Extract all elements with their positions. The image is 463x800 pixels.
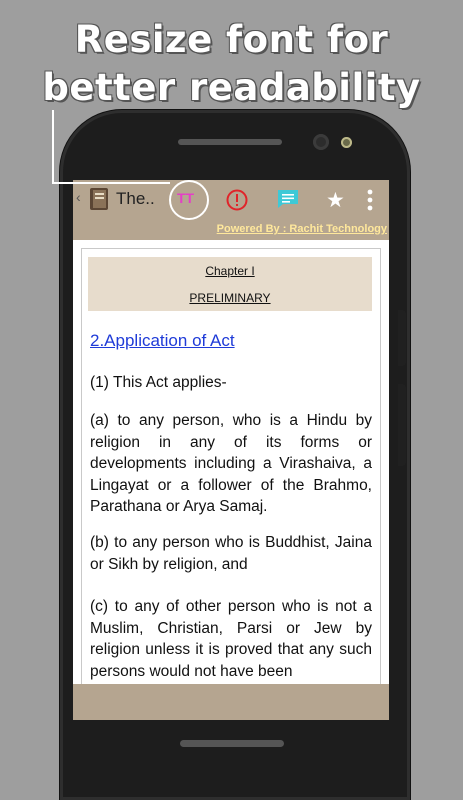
powered-by-link[interactable]: Powered By : Rachit Technology <box>216 223 387 235</box>
app-toolbar <box>73 180 389 240</box>
section-link[interactable]: 2.Application of Act <box>90 331 235 350</box>
promo-headline-line1: Resize font for <box>74 18 389 61</box>
more-vertical-icon[interactable] <box>367 188 373 212</box>
app-screen <box>73 180 389 720</box>
font-size-icon[interactable]: TT <box>177 190 195 206</box>
app-title: The.. <box>116 189 155 208</box>
phone-sensor <box>341 137 352 148</box>
star-icon[interactable]: ★ <box>326 189 345 212</box>
phone-camera <box>313 134 329 150</box>
phone-speaker <box>178 139 282 145</box>
phone-side-button <box>398 384 406 466</box>
chapter-title: Chapter I <box>205 264 255 278</box>
back-chevron-icon[interactable]: ‹ <box>76 189 81 205</box>
content-panel <box>81 248 381 720</box>
bottom-bar <box>73 684 389 720</box>
paragraph: (b) to any person who is Buddhist, Jaina or Sikh by religion, and <box>90 534 372 573</box>
chapter-header <box>88 257 372 311</box>
promo-headline-line2: better readability <box>42 66 421 109</box>
callout-line <box>52 182 170 184</box>
callout-line <box>52 110 54 184</box>
phone-side-button <box>398 310 406 366</box>
chapter-subtitle: PRELIMINARY <box>189 291 271 305</box>
paragraph: (1) This Act applies- <box>90 374 227 391</box>
paragraph: (a) to any person, who is a Hindu by religion in any of its forms or developments including a Virashaiva, a Lingayat or a follower of the Brahmo, Parathana or Arya Samaj. <box>90 412 372 515</box>
info-icon[interactable] <box>226 189 248 211</box>
paragraph: (c) to any of other person who is not a Muslim, Christian, Parsi or Jew by religion unless it is proved that any such persons would not have been <box>90 598 372 680</box>
phone-bottom-speaker <box>180 740 284 747</box>
book-icon[interactable] <box>88 187 110 211</box>
chat-icon[interactable] <box>277 189 299 209</box>
